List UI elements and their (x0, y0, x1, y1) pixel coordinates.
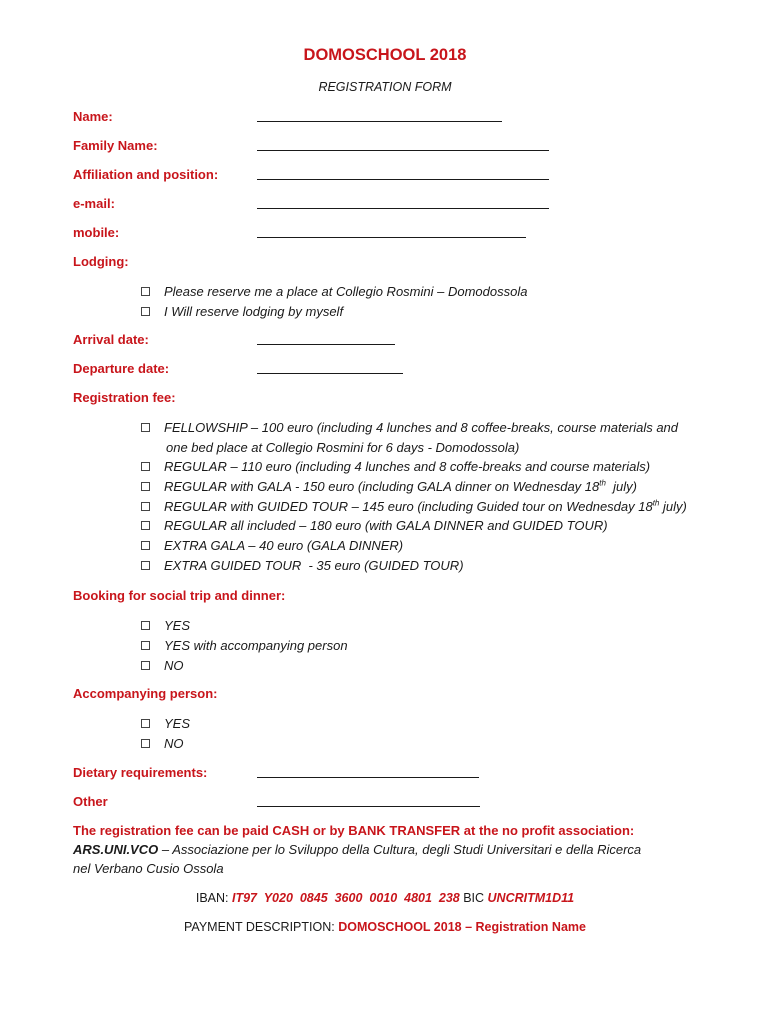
checkbox[interactable] (141, 739, 150, 748)
booking-option-yes-accompanying[interactable]: YES with accompanying person (141, 638, 348, 653)
lodging-option-collegio[interactable]: Please reserve me a place at Collegio Rosmini – Domodossola (141, 284, 527, 299)
departure-label: Departure date: (73, 361, 170, 376)
accompanying-option-yes[interactable]: YES (141, 716, 190, 731)
accompanying-label: Accompanying person: (73, 686, 218, 701)
arrival-field[interactable] (257, 344, 395, 345)
accompanying-option-no[interactable]: NO (141, 736, 184, 751)
payment-description-line: PAYMENT DESCRIPTION: DOMOSCHOOL 2018 – Registration Name (184, 920, 586, 934)
family-name-field[interactable] (257, 150, 549, 151)
fee-option-all-included[interactable]: REGULAR all included – 180 euro (with GALA DINNER and GUIDED TOUR) (141, 518, 608, 533)
checkbox[interactable] (141, 307, 150, 316)
booking-option-no[interactable]: NO (141, 658, 184, 673)
email-field[interactable] (257, 208, 549, 209)
checkbox[interactable] (141, 423, 150, 432)
checkbox[interactable] (141, 482, 150, 491)
fee-option-regular-gala[interactable]: REGULAR with GALA - 150 euro (including GALA dinner on Wednesday 18th july) (141, 479, 637, 494)
checkbox[interactable] (141, 719, 150, 728)
dietary-field[interactable] (257, 777, 479, 778)
checkbox[interactable] (141, 521, 150, 530)
iban-line: IBAN: IT97 Y020 0845 3600 0010 4801 238 BIC UNCRITM1D11 (195, 891, 575, 905)
checkbox[interactable] (141, 287, 150, 296)
affiliation-label: Affiliation and position: (73, 167, 219, 182)
fee-option-extra-gala[interactable]: EXTRA GALA – 40 euro (GALA DINNER) (141, 538, 403, 553)
fee-option-regular-tour[interactable]: REGULAR with GUIDED TOUR – 145 euro (including Guided tour on Wednesday 18th july) (141, 499, 687, 514)
registration-fee-label: Registration fee: (73, 390, 176, 405)
checkbox[interactable] (141, 561, 150, 570)
mobile-label: mobile: (73, 225, 120, 240)
lodging-label: Lodging: (73, 254, 129, 269)
checkbox[interactable] (141, 462, 150, 471)
checkbox[interactable] (141, 621, 150, 630)
affiliation-field[interactable] (257, 179, 549, 180)
mobile-field[interactable] (257, 237, 526, 238)
payment-description-value: DOMOSCHOOL 2018 – Registration Name (338, 920, 586, 934)
bic-value: UNCRITM1D11 (487, 891, 575, 905)
email-label: e-mail: (73, 196, 115, 211)
dietary-label: Dietary requirements: (73, 765, 208, 780)
fee-option-regular[interactable]: REGULAR – 110 euro (including 4 lunches and 8 coffe-breaks and course materials) (141, 459, 650, 474)
other-label: Other (73, 794, 108, 809)
other-field[interactable] (257, 806, 480, 807)
checkbox[interactable] (141, 641, 150, 650)
name-label: Name: (73, 109, 113, 124)
family-name-label: Family Name: (73, 138, 158, 153)
checkbox[interactable] (141, 502, 150, 511)
booking-option-yes[interactable]: YES (141, 618, 190, 633)
name-field[interactable] (257, 121, 502, 122)
lodging-option-self[interactable]: I Will reserve lodging by myself (141, 304, 343, 319)
association-name: ARS.UNI.VCO (73, 842, 159, 857)
association-line: ARS.UNI.VCO – Associazione per lo Sviluppo della Cultura, degli Studi Universitari e della Ricerca (73, 842, 642, 857)
payment-notice: The registration fee can be paid CASH or by BANK TRANSFER at the no profit association: (73, 823, 635, 838)
arrival-label: Arrival date: (73, 332, 149, 347)
fee-option-fellowship-continued: one bed place at Collegio Rosmini for 6 days - Domodossola) (166, 440, 520, 455)
page-subtitle: REGISTRATION FORM (318, 80, 452, 94)
departure-field[interactable] (257, 373, 403, 374)
page-title: DOMOSCHOOL 2018 (303, 46, 467, 64)
association-line-2: nel Verbano Cusio Ossola (73, 861, 224, 876)
checkbox[interactable] (141, 541, 150, 550)
fee-option-fellowship[interactable]: FELLOWSHIP – 100 euro (including 4 lunches and 8 coffee-breaks, course materials and (141, 420, 678, 435)
iban-value: IT97 Y020 0845 3600 0010 4801 238 (231, 891, 460, 905)
fee-option-extra-tour[interactable]: EXTRA GUIDED TOUR - 35 euro (GUIDED TOUR) (141, 558, 464, 573)
booking-label: Booking for social trip and dinner: (73, 588, 286, 603)
checkbox[interactable] (141, 661, 150, 670)
